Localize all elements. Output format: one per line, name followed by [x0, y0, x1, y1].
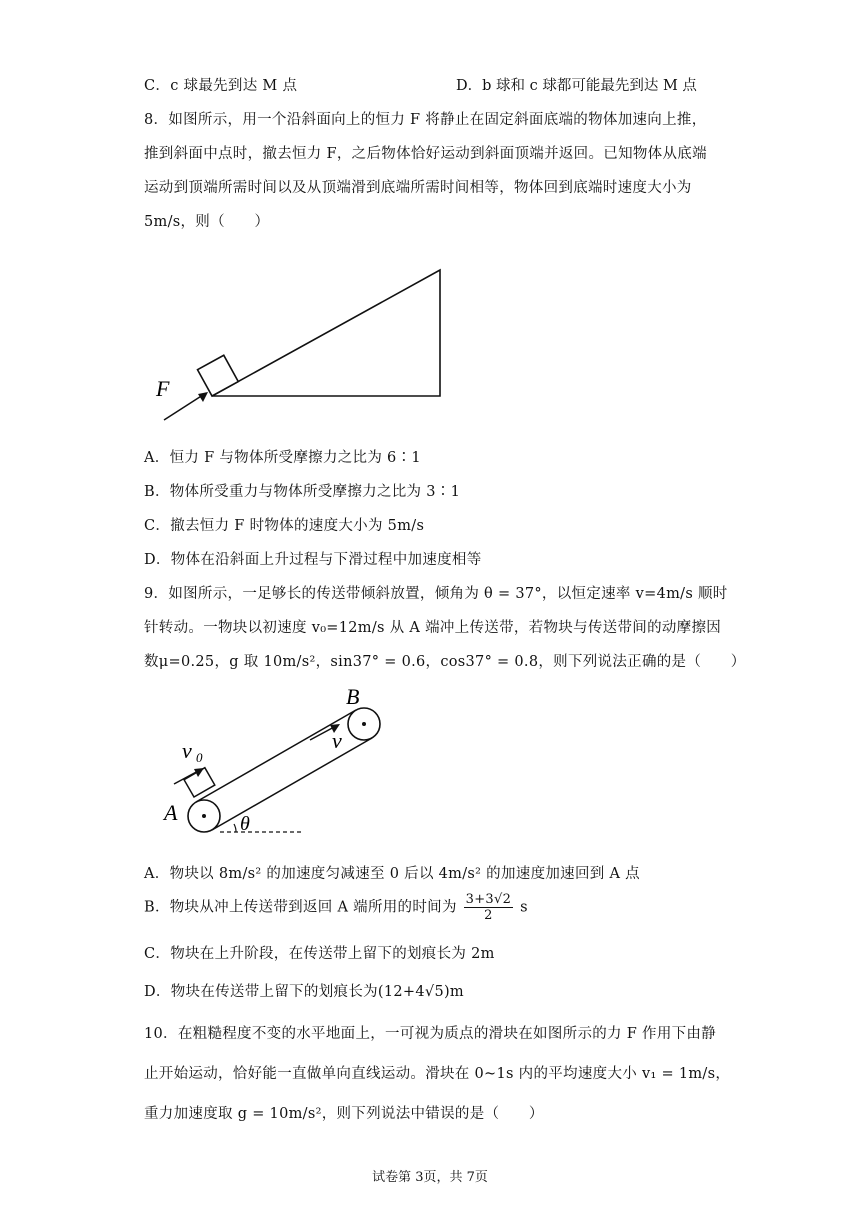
- q9-stem-line-1: 9．如图所示，一足够长的传送带倾斜放置，倾角为 θ = 37°，以恒定速率 v=4m/s 顺时: [144, 586, 728, 602]
- label-v0-subscript: 0: [196, 750, 203, 765]
- q9-option-b-text: B．物块从冲上传送带到返回 A 端所用的时间为: [144, 899, 457, 916]
- fraction-numerator: 3+3√2: [465, 892, 512, 907]
- q9-option-d: D．物块在传送带上留下的划痕长为(12+4√5)m: [144, 984, 464, 1000]
- q8-stem-line-2: 推到斜面中点时，撤去恒力 F，之后物体恰好运动到斜面顶端并返回。已知物体从底端: [144, 146, 707, 162]
- block: [198, 355, 239, 396]
- q8-option-b: B．物体所受重力与物体所受摩擦力之比为 3∶1: [144, 484, 461, 500]
- incline-triangle: [212, 270, 440, 396]
- q9-option-b-unit: s: [520, 899, 528, 916]
- belt-top: [196, 710, 356, 802]
- q8-stem-line-4: 5m/s，则（ ）: [144, 214, 270, 230]
- q9-stem-line-3: 数μ=0.25，g 取 10m/s²，sin37° = 0.6，cos37° = 0.8，则下列说法正确的是（ ）: [144, 654, 746, 670]
- q9-conveyor-figure: [160, 680, 360, 840]
- q8-incline-figure: [150, 260, 450, 410]
- page-footer: 试卷第 3页，共 7页: [372, 1170, 488, 1185]
- q8-option-a: A．恒力 F 与物体所受摩擦力之比为 6∶1: [144, 450, 421, 466]
- label-a: A: [164, 800, 178, 825]
- force-label: F: [156, 376, 170, 401]
- label-v0: v: [182, 738, 192, 763]
- q7-option-d: D．b 球和 c 球都可能最先到达 M 点: [456, 78, 697, 94]
- q10-stem-line-1: 10．在粗糙程度不变的水平地面上，一可视为质点的滑块在如图所示的力 F 作用下由静: [144, 1026, 717, 1042]
- q10-stem-line-2: 止开始运动，恰好能一直做单向直线运动。滑块在 0~1s 内的平均速度大小 v₁ = 1m/s，: [144, 1066, 731, 1082]
- label-b: B: [346, 684, 360, 709]
- belt-bottom: [212, 738, 372, 830]
- label-v: v: [332, 728, 342, 753]
- q8-stem-line-3: 运动到顶端所需时间以及从顶端滑到底端所需时间相等，物体回到底端时速度大小为: [144, 180, 692, 196]
- q9-stem-line-2: 针转动。一物块以初速度 v₀=12m/s 从 A 端冲上传送带，若物块与传送带间的动摩擦因: [144, 620, 722, 636]
- force-arrow-shaft: [164, 393, 206, 420]
- q9-option-c: C．物块在上升阶段，在传送带上留下的划痕长为 2m: [144, 946, 495, 962]
- q9-option-a: A．物块以 8m/s² 的加速度匀减速至 0 后以 4m/s² 的加速度加速回到 A 点: [144, 866, 640, 882]
- q8-stem-line-1: 8．如图所示，用一个沿斜面向上的恒力 F 将静止在固定斜面底端的物体加速向上推，: [144, 112, 707, 128]
- q8-option-c: C．撤去恒力 F 时物体的速度大小为 5m/s: [144, 518, 425, 534]
- label-theta: θ: [240, 813, 250, 835]
- q9-option-b: [144, 892, 528, 923]
- q8-option-d: D．物体在沿斜面上升过程与下滑过程中加速度相等: [144, 552, 482, 568]
- fraction-denominator: 2: [484, 908, 493, 923]
- q10-stem-line-3: 重力加速度取 g = 10m/s²，则下列说法中错误的是（ ）: [144, 1106, 544, 1122]
- q7-option-c: C．c 球最先到达 M 点: [144, 78, 298, 94]
- q9-option-b-fraction: [464, 892, 514, 923]
